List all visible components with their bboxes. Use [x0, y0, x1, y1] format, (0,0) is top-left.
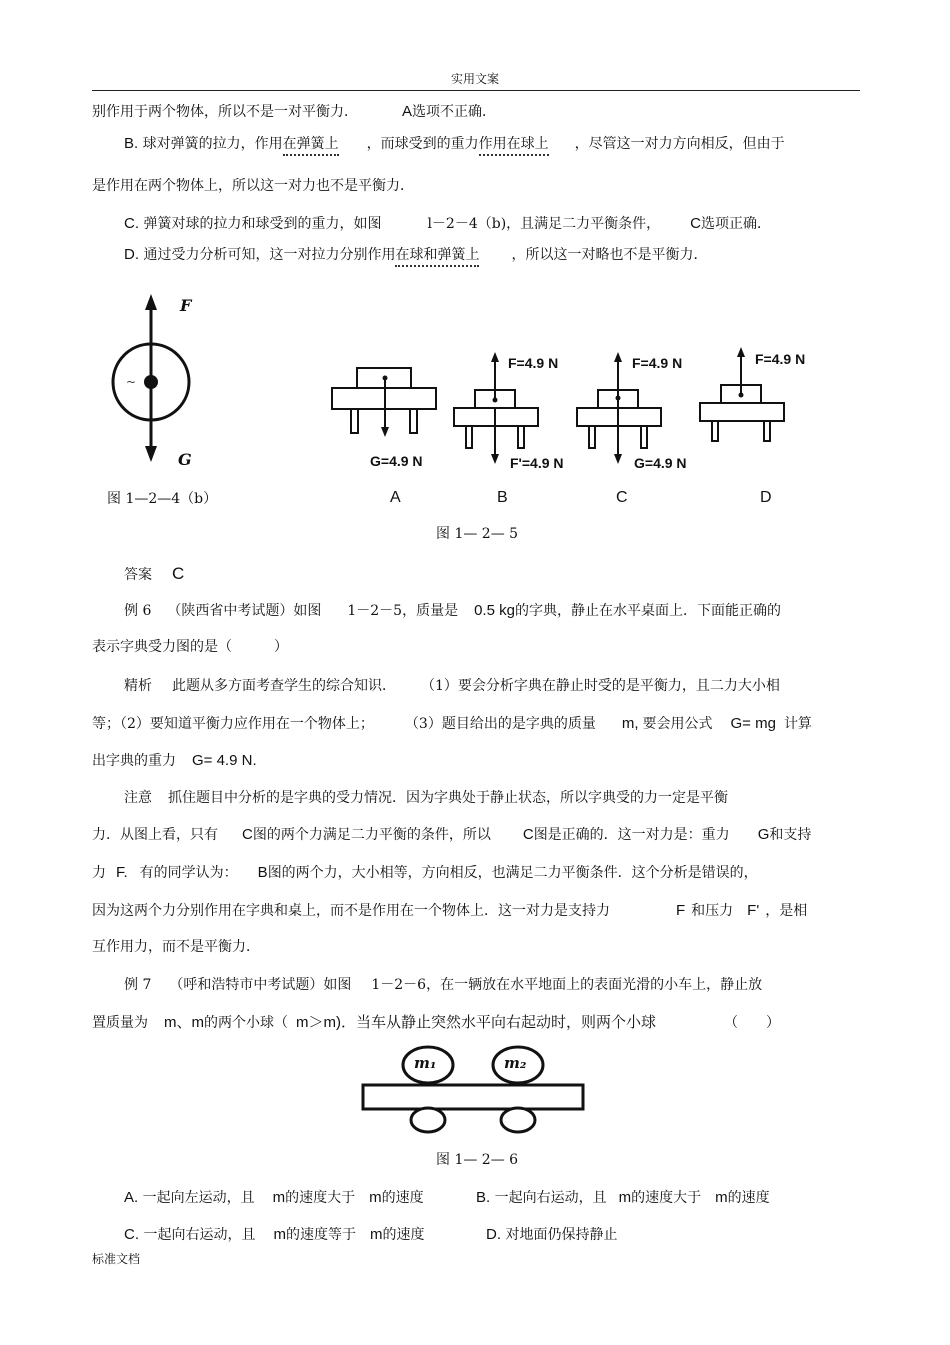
- text-span: 1－2－5，质量是: [347, 603, 459, 619]
- cart-wheel: [501, 1108, 535, 1132]
- text-span: 的速度大于: [631, 1190, 702, 1206]
- svg-text:~: ~: [126, 375, 137, 389]
- figure-caption: 图 1— 2— 5: [436, 526, 519, 542]
- cart-wheel: [411, 1108, 445, 1132]
- force-label: G=4.9 N: [634, 455, 687, 471]
- text-line: 是作用在两个物体上，所以这一对力也不是平衡力．: [92, 178, 414, 194]
- force-label: F'=4.9 N: [510, 455, 564, 471]
- text-span: 的速度: [727, 1190, 770, 1206]
- text-span: （3）题目给出的是字典的质量: [411, 716, 596, 732]
- mass-label-m2: m₂: [504, 1054, 527, 1072]
- text-span: F: [676, 902, 686, 919]
- figure-1-2-4b: [100, 290, 220, 480]
- text-span: （陕西省中考试题）如图: [167, 603, 322, 619]
- text-span: 有的同学认为：: [139, 865, 238, 881]
- table-leg: [466, 426, 472, 448]
- text-span: 力: [92, 865, 106, 881]
- text-span: 通过受力分析可知，这一对拉力分别作用: [143, 247, 396, 263]
- text-span: m: [272, 1189, 286, 1206]
- table-leg: [712, 421, 718, 441]
- arrow-down-icon: [145, 446, 157, 462]
- text-span: 等；（2）要知道平衡力应作用在一个物体上；: [92, 716, 374, 732]
- text-line: [124, 677, 780, 695]
- text-span: 的字典，静止在水平桌面上．下面能正确的: [514, 603, 781, 619]
- text-span: m: [369, 1189, 382, 1206]
- table-leg: [589, 426, 595, 448]
- text-span: 的速度: [381, 1190, 424, 1206]
- option-c: [124, 1226, 424, 1244]
- option-letter: C.: [124, 1226, 139, 1243]
- text-line: [124, 215, 771, 233]
- text-span: 一起向右运动，且: [143, 1227, 256, 1243]
- text-span: 的速度大于: [285, 1190, 356, 1206]
- answer-line: [124, 565, 184, 584]
- text-span: C: [242, 826, 253, 843]
- panel-label-d: D: [760, 489, 772, 506]
- mass-label-m1: m₁: [414, 1054, 437, 1072]
- text-span: G= 4.9 N.: [192, 752, 257, 769]
- option-b: [476, 1189, 770, 1207]
- text-line: [92, 902, 807, 920]
- emphasis-text: 作用在球上: [479, 136, 549, 156]
- text-span: （ ）: [724, 1015, 780, 1031]
- arrow-down-icon: [491, 454, 499, 464]
- text-span: 注意: [124, 790, 152, 806]
- panel-a-diagram: [330, 365, 442, 440]
- text-span: （呼和浩特市中考试题）如图: [169, 977, 352, 993]
- cart-body: [363, 1085, 583, 1109]
- option-letter: B.: [124, 135, 139, 152]
- option-letter: B.: [476, 1189, 491, 1206]
- text-span: m: [273, 1226, 286, 1243]
- text-span: F': [747, 902, 760, 919]
- text-span: 选项不正确．: [412, 104, 497, 120]
- text-span: 的速度: [382, 1227, 425, 1243]
- text-span: 抓住题目中分析的是字典的受力情况．因为字典处于静止状态，所以字典受的力一定是平衡: [168, 790, 728, 806]
- text-span: l－2－4（b)，且满足二力平衡条件，: [427, 216, 661, 232]
- text-span: ，所以这一对略也不是平衡力．: [511, 247, 708, 263]
- text-span: 例 6: [124, 603, 152, 619]
- force-label: F=4.9 N: [632, 355, 683, 371]
- text-span: 一起向左运动，且: [142, 1190, 255, 1206]
- text-line: [124, 246, 707, 264]
- text-span: 要会用公式: [642, 716, 713, 732]
- page-footer: 标准文档: [92, 1252, 141, 1266]
- force-label: F=4.9 N: [508, 355, 559, 371]
- text-line: [124, 789, 728, 807]
- text-span: 答案: [124, 567, 152, 583]
- force-label: G=4.9 N: [370, 453, 423, 469]
- text-span: 例 7: [124, 977, 152, 993]
- figure-caption: 图 1— 2— 6: [436, 1152, 519, 1168]
- text-line: [124, 976, 762, 994]
- table-leg: [351, 409, 358, 433]
- force-label-G: G: [178, 450, 192, 469]
- answer-value: C: [172, 564, 185, 583]
- text-span: ，是相: [765, 903, 808, 919]
- panel-label-b: B: [497, 489, 508, 506]
- text-span: 和压力: [691, 903, 734, 919]
- text-span: 精析: [124, 678, 152, 694]
- text-span: A: [402, 103, 413, 120]
- text-span: 的两个小球（: [204, 1015, 288, 1031]
- text-span: 的速度等于: [285, 1227, 356, 1243]
- arrow-down-icon: [614, 454, 622, 464]
- option-letter: A.: [124, 1189, 139, 1206]
- text-span: 置质量为: [92, 1015, 148, 1031]
- text-span: B: [257, 864, 268, 881]
- table-top: [700, 403, 784, 421]
- arrow-up-icon: [145, 294, 157, 310]
- option-a: [124, 1189, 424, 1207]
- text-span: 因为这两个力分别作用在字典和桌上，而不是作用在一个物体上．这一对力是支持力: [92, 903, 610, 919]
- text-span: 球对弹簧的拉力，作用: [142, 136, 283, 152]
- table-leg: [764, 421, 770, 441]
- text-span: 图的两个力满足二力平衡的条件，所以: [252, 827, 491, 843]
- text-span: m: [618, 1189, 632, 1206]
- text-span: C: [522, 826, 534, 843]
- option-letter: D.: [124, 246, 139, 263]
- panel-label-c: C: [616, 489, 628, 506]
- table-leg: [410, 409, 417, 433]
- table-leg: [641, 426, 647, 448]
- figure-1-2-6-cart: [355, 1045, 590, 1137]
- text-span: 对地面仍保持静止: [505, 1227, 618, 1243]
- text-line: [92, 864, 758, 882]
- text-line: 表示字典受力图的是（ ）: [92, 639, 288, 655]
- text-span: 别作用于两个物体，所以不是一对平衡力．: [92, 104, 358, 120]
- text-span: 一起向右运动，且: [494, 1190, 607, 1206]
- arrow-down-icon: [381, 427, 389, 437]
- option-d: [486, 1226, 617, 1244]
- force-label: F=4.9 N: [755, 351, 806, 367]
- table-leg: [518, 426, 524, 448]
- text-span: m、m: [164, 1014, 204, 1031]
- text-span: 计算: [783, 716, 812, 732]
- text-span: ，而球受到的重力: [366, 136, 479, 152]
- text-span: G= mg: [730, 715, 776, 732]
- arrow-up-icon: [491, 352, 499, 362]
- text-span: ，尽管这一对力方向相反，但由于: [574, 136, 785, 152]
- text-span: 图是正确的．这一对力是：重力: [533, 827, 730, 843]
- text-line: [124, 602, 781, 620]
- text-span: F.: [116, 864, 128, 881]
- force-label-F: F: [180, 296, 192, 315]
- text-span: 选项正确．: [701, 216, 772, 232]
- text-span: C: [690, 215, 702, 232]
- text-line: [92, 715, 812, 733]
- text-span: m: [715, 1189, 728, 1206]
- text-line: [92, 1014, 780, 1032]
- text-line: [92, 103, 496, 121]
- arrow-up-icon: [737, 347, 745, 357]
- text-span: m,: [621, 715, 639, 732]
- header-rule: [92, 90, 860, 91]
- text-span: 图的两个力，大小相等，方向相反，也满足二力平衡条件．这个分析是错误的，: [267, 865, 758, 881]
- text-line: 互作用力，而不是平衡力．: [92, 939, 260, 955]
- text-line: [92, 752, 257, 770]
- option-letter: D.: [486, 1226, 501, 1243]
- arrow-up-icon: [614, 352, 622, 362]
- text-span: 和支持: [769, 827, 812, 843]
- page-header: 实用文案: [450, 72, 499, 86]
- text-span: 1－2－6，在一辆放在水平地面上的表面光滑的小车上，静止放: [371, 977, 763, 993]
- emphasis-text: 在弹簧上: [283, 136, 339, 156]
- text-span: G: [757, 826, 770, 843]
- text-span: m＞m)．当车从静止突然水平向右起动时，则两个小球: [296, 1014, 656, 1031]
- emphasis-text: 在球和弹簧上: [395, 247, 479, 267]
- text-line: [92, 826, 811, 844]
- figure-caption: 图 1—2—4（b）: [107, 491, 218, 507]
- text-line: [124, 135, 785, 153]
- panel-label-a: A: [390, 489, 401, 506]
- text-span: （1）要会分析字典在静止时受的是平衡力，且二力大小相: [428, 678, 780, 694]
- option-letter: C.: [124, 215, 139, 232]
- text-span: m: [369, 1226, 383, 1243]
- text-span: 此题从多方面考查学生的综合知识．: [172, 678, 396, 694]
- text-span: 弹簧对球的拉力和球受到的重力，如图: [143, 216, 382, 232]
- text-span: 出字典的重力: [92, 753, 176, 769]
- text-span: 0.5 kg: [474, 602, 515, 619]
- text-span: 力．从图上看，只有: [92, 827, 218, 843]
